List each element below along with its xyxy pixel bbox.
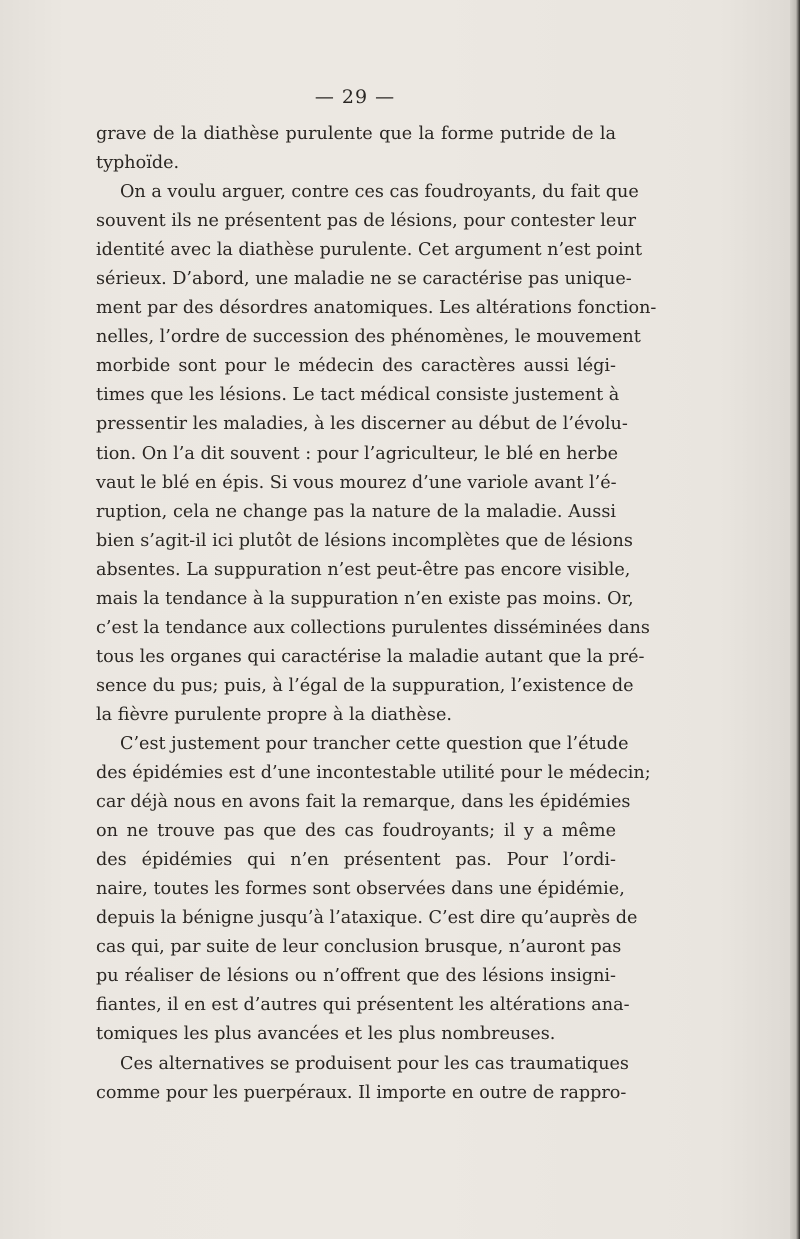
text-line: mais la tendance à la suppuration n’en existe pas moins. Or, [96, 588, 634, 609]
text-line: depuis la bénigne jusqu’à l’ataxique. C’est dire qu’auprès de [96, 908, 638, 929]
text-line: vaut le blé en épis. Si vous mourez d’une variole avant l’é- [96, 472, 617, 493]
text-line: bien s’agit-il ici plutôt de lésions incomplètes que de lésions [96, 530, 633, 551]
text-line: souvent ils ne présentent pas de lésions, pour contester leur [96, 211, 637, 232]
text-line: naire, toutes les formes sont observées dans une épidémie, [96, 879, 625, 900]
text-line: nelles, l’ordre de succession des phénomènes, le mouvement [96, 327, 641, 348]
text-line: tous les organes qui caractérise la maladie autant que la pré- [96, 646, 645, 667]
text-line: tion. On l’a dit souvent : pour l’agriculteur, le blé en herbe [96, 443, 618, 464]
text-line: ruption, cela ne change pas la nature de la maladie. Aussi [96, 501, 616, 522]
text-line: des épidémies qui n’en présentent pas. Pour l’ordi- [96, 850, 616, 871]
page-number: — 29 — [314, 86, 396, 108]
text-line: comme pour les puerpéraux. Il importe en outre de rappro- [96, 1082, 627, 1103]
text-line: typhoïde. [96, 153, 180, 174]
text-line: identité avec la diathèse purulente. Cet argument n’est point [96, 240, 643, 261]
text-line: C’est justement pour trancher cette question que l’étude [120, 733, 629, 754]
text-line: sence du pus; puis, à l’égal de la suppuration, l’existence de [96, 675, 634, 696]
text-line: cas qui, par suite de leur conclusion brusque, n’auront pas [96, 937, 622, 958]
text-line: morbide sont pour le médecin des caractères aussi légi- [96, 356, 616, 377]
body-text [96, 120, 657, 1108]
text-line: pu réaliser de lésions ou n’offrent que des lésions insigni- [96, 966, 616, 987]
page-edge-shadow [790, 0, 800, 1239]
text-line: on ne trouve pas que des cas foudroyants; il y a même [96, 821, 616, 842]
text-line: fiantes, il en est d’autres qui présentent les altérations ana- [96, 995, 630, 1016]
text-line: ment par des désordres anatomiques. Les altérations fonction- [96, 298, 657, 319]
text-line: tomiques les plus avancées et les plus nombreuses. [96, 1024, 556, 1045]
text-line: la fièvre purulente propre à la diathèse. [96, 704, 452, 725]
text-line: des épidémies est d’une incontestable utilité pour le médecin; [96, 763, 651, 784]
text-line: times que les lésions. Le tact médical consiste justement à [96, 385, 620, 406]
text-line: Ces alternatives se produisent pour les cas traumatiques [120, 1053, 629, 1074]
text-line: grave de la diathèse purulente que la forme putride de la [96, 124, 616, 144]
text-line: absentes. La suppuration n’est peut-être pas encore visible, [96, 559, 631, 580]
text-line: car déjà nous en avons fait la remarque, dans les épidémies [96, 792, 631, 813]
text-line: c’est la tendance aux collections purulentes disséminées dans [96, 617, 650, 638]
text-line: sérieux. D’abord, une maladie ne se caractérise pas unique- [96, 269, 632, 290]
text-line: pressentir les maladies, à les discerner au début de l’évolu- [96, 414, 628, 435]
text-line: On a voulu arguer, contre ces cas foudroyants, du fait que [120, 182, 639, 203]
